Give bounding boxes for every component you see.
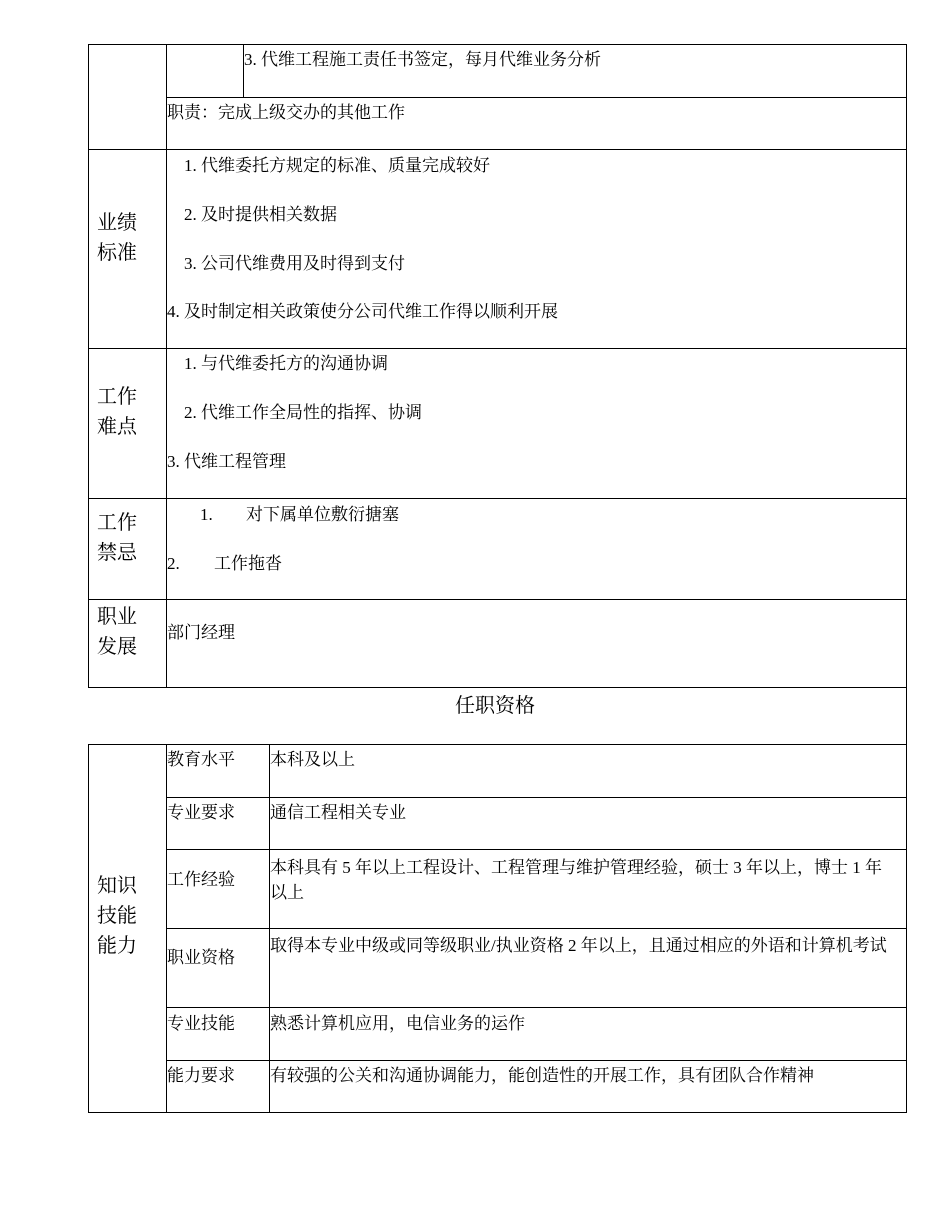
duty-other: 职责：完成上级交办的其他工作 [167, 103, 405, 122]
grid-line [88, 1112, 907, 1113]
grid-line [88, 687, 907, 688]
grid-line [88, 44, 89, 687]
qualifications-label [97, 871, 157, 961]
qualification-key: 专业技能 [167, 1014, 235, 1033]
taboo-item-number: 1. [200, 505, 213, 524]
performance-label-line1: 业绩 [97, 212, 137, 234]
grid-line [88, 744, 907, 745]
qualification-value: 有较强的公关和沟通协调能力，能创造性的开展工作，具有团队合作精神 [270, 1066, 814, 1085]
performance-item: 1. 代维委托方规定的标准、质量完成较好 [184, 156, 490, 175]
qualification-key: 专业要求 [167, 803, 235, 822]
qualification-key: 教育水平 [167, 750, 235, 769]
difficulties-label [97, 382, 157, 442]
qualifications-label-line3: 能力 [97, 935, 137, 957]
difficulty-item: 3. 代维工程管理 [167, 452, 286, 471]
taboos-label-line2: 禁忌 [97, 542, 137, 564]
difficulty-item: 2. 代维工作全局性的指挥、协调 [184, 403, 422, 422]
taboos-label-line1: 工作 [97, 512, 137, 534]
grid-line [166, 44, 167, 687]
grid-line [166, 744, 167, 1113]
taboos-label [97, 508, 157, 568]
grid-line [88, 348, 907, 349]
qualification-value: 通信工程相关专业 [270, 803, 406, 822]
performance-item: 3. 公司代维费用及时得到支付 [184, 254, 405, 273]
career-value: 部门经理 [167, 623, 235, 642]
qualifications-label-line1: 知识 [97, 875, 137, 897]
qualification-value: 取得本专业中级或同等级职业/执业资格 2 年以上，且通过相应的外语和计算机考试 [270, 936, 887, 955]
taboo-item-text: 对下属单位敷衍搪塞 [246, 505, 399, 524]
performance-item: 4. 及时制定相关政策使分公司代维工作得以顺利开展 [167, 302, 558, 321]
grid-line [88, 599, 907, 600]
qualification-key: 职业资格 [167, 948, 235, 967]
grid-line [88, 149, 907, 150]
qualification-value: 熟悉计算机应用，电信业务的运作 [270, 1014, 525, 1033]
grid-line [906, 44, 907, 1113]
grid-line [88, 498, 907, 499]
performance-item: 2. 及时提供相关数据 [184, 205, 337, 224]
difficulty-item: 1. 与代维委托方的沟通协调 [184, 354, 388, 373]
career-label-line1: 职业 [97, 606, 137, 628]
duty-item-3: 3. 代维工程施工责任书签定，每月代维业务分析 [244, 50, 601, 69]
grid-line [166, 928, 907, 929]
grid-line [88, 744, 89, 1113]
qualifications-title: 任职资格 [455, 695, 535, 717]
grid-line [166, 797, 907, 798]
grid-line [166, 1007, 907, 1008]
performance-label-line2: 标准 [97, 242, 137, 264]
qualification-key: 能力要求 [167, 1066, 235, 1085]
difficulties-label-line1: 工作 [97, 386, 137, 408]
qualification-value: 本科具有 5 年以上工程设计、工程管理与维护管理经验，硕士 3 年以上，博士 1 年以上 [270, 858, 882, 902]
grid-line [166, 97, 907, 98]
taboo-item-number: 2. [167, 554, 180, 573]
grid-line [269, 744, 270, 1113]
grid-line [166, 1060, 907, 1061]
performance-label [97, 208, 157, 268]
grid-line [166, 849, 907, 850]
career-label-line2: 发展 [97, 636, 137, 658]
difficulties-label-line2: 难点 [97, 416, 137, 438]
qualification-value: 本科及以上 [270, 750, 355, 769]
qualifications-label-line2: 技能 [97, 905, 137, 927]
taboo-item-text: 工作拖沓 [214, 554, 282, 573]
grid-line [88, 44, 907, 45]
qualification-key: 工作经验 [167, 870, 235, 889]
career-label [97, 602, 157, 662]
